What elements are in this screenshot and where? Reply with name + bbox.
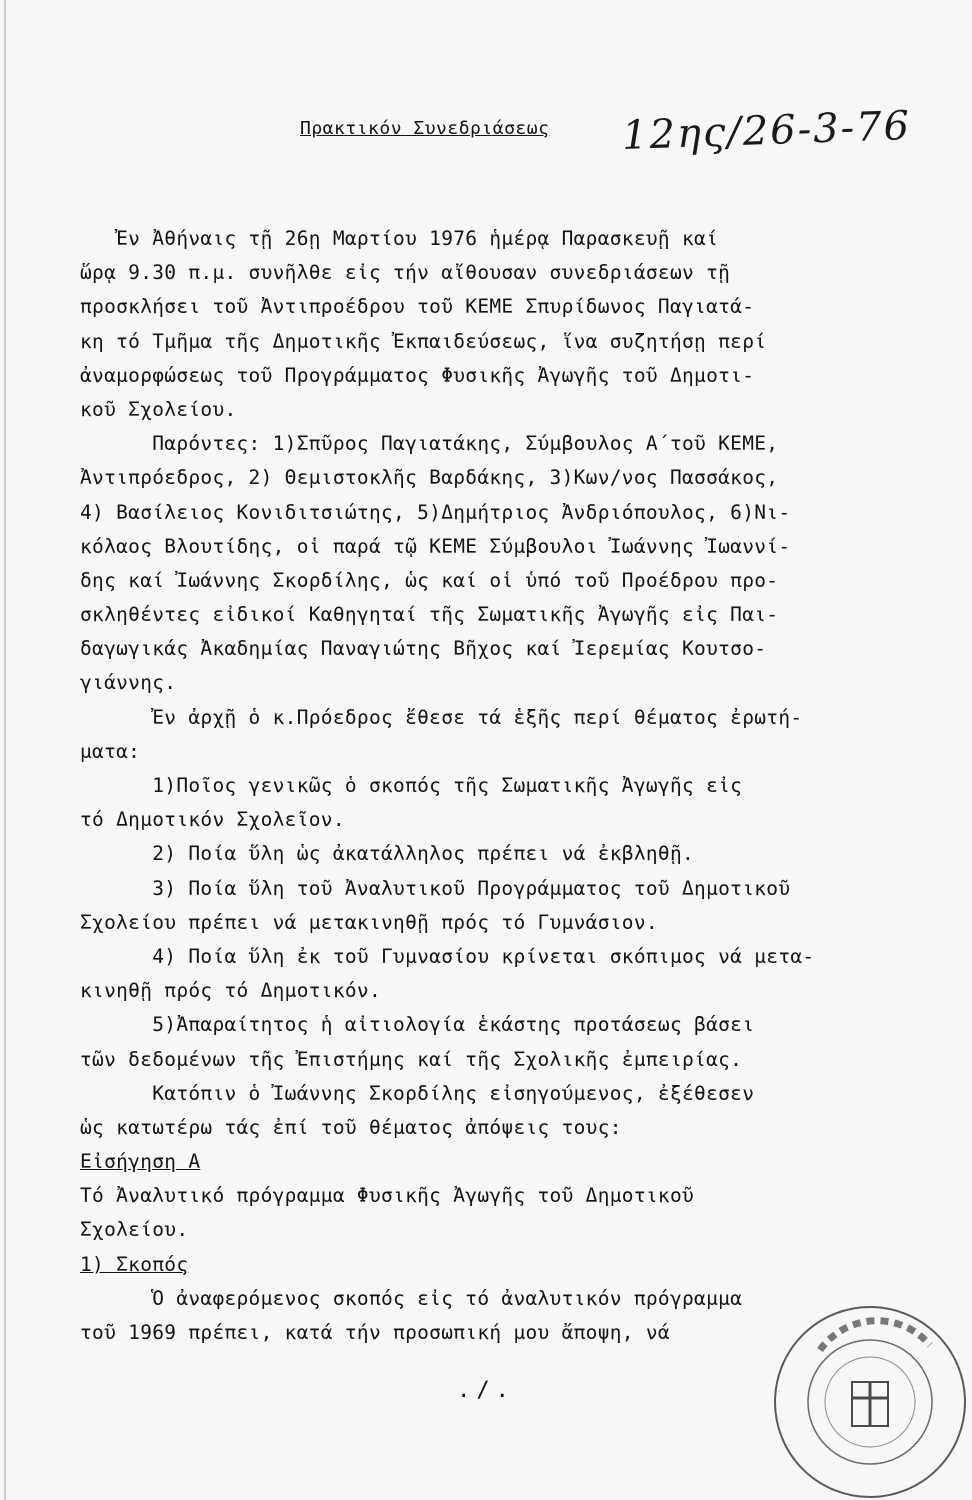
text-line: Ἐν ἀρχῇ ὁ κ.Πρόεδρος ἔθεσε τά ἑξῆς περί θέματος ἐρωτή- [80,705,803,729]
text-line: Ἐν Ἀθήναις τῇ 26ῃ Μαρτίου 1976 ἡμέρᾳ Παρασκευῇ καί [80,227,719,250]
text-line: τό Δημοτικόν Σχολεῖον. [80,808,345,832]
text-line: τοῦ 1969 πρέπει, κατά τήν προσωπική μου ἄποψη, νά [80,1321,670,1344]
text-line: δης καί Ἰωάννης Σκορδίλης, ὡς καί οἱ ὑπό τοῦ Προέδρου προ- [80,568,779,592]
text-line: σκληθέντες εἰδικοί Καθηγηταί τῆς Σωματικῆς Ἀγωγῆς εἰς Παι- [80,603,779,627]
scan-edge [4,0,6,1500]
text-line: Τό Ἀναλυτικό πρόγραμμα Φυσικῆς Ἀγωγῆς τοῦ Δημοτικοῦ [80,1184,695,1208]
text-line: ἀναμορφώσεως τοῦ Προγράμματος Φυσικῆς Ἀγωγῆς τοῦ Δημοτι- [80,363,755,387]
text-line: ὥρᾳ 9.30 π.μ. συνῆλθε εἰς τήν αἴθουσαν συνεδριάσεων τῇ [80,261,731,285]
continuation-mark: ./. [457,1378,515,1403]
text-line: γιάννης. [80,671,177,695]
text-line: τῶν δεδομένων τῆς Ἐπιστήμης καί τῆς Σχολικῆς ἐμπειρίας. [80,1047,743,1071]
text-line: δαγωγικάς Ἀκαδημίας Παναγιώτης Βῆχος καί Ἰερεμίας Κουτσο- [80,637,767,661]
text-line: Σχολείου πρέπει νά μετακινηθῇ πρός τό Γυμνάσιον. [80,910,658,934]
text-line: κοῦ Σχολείου. [80,397,237,421]
text-line: Ἀντιπρόεδρος, 2) Θεμιστοκλῆς Βαρδάκης, 3)Κων/νος Πασσάκος, [80,466,779,490]
text-line: κινηθῇ πρός τό Δημοτικόν. [80,979,381,1003]
text-line: προσκλήσει τοῦ Ἀντιπροέδρου τοῦ ΚΕΜΕ Σπυρίδωνος Παγιατά- [80,295,755,319]
section-heading-skopos: 1) Σκοπός [80,1252,189,1276]
official-seal-stamp [760,1290,970,1500]
text-line: 4) Βασίλειος Κονιδιτσιώτης, 5)Δημήτριος Ἀνδριόπουλος, 6)Νι- [80,500,791,524]
document-title: Πρακτικόν Συνεδριάσεως [300,118,550,139]
handwritten-date: 12ης/26-3-76 [621,102,912,160]
text-line: ὡς κατωτέρω τάς ἐπί τοῦ θέματος ἀπόψεις τους: [80,1115,622,1139]
text-line: ματα: [80,739,141,763]
text-line: Ὁ ἀναφερόμενος σκοπός εἰς τό ἀναλυτικόν πρόγραμμα [80,1286,743,1310]
text-line: κόλαος Βλουτίδης, οἱ παρά τῷ ΚΕΜΕ Σύμβουλοι Ἰωάννης Ἰωαννί- [80,534,791,558]
document-body [80,222,900,1350]
text-line: 3) Ποία ὕλη τοῦ Ἀναλυτικοῦ Προγράμματος τοῦ Δημοτικοῦ [80,876,791,900]
text-line: κη τό Τμῆμα τῆς Δημοτικῆς Ἐκπαιδεύσεως, ἵνα συζητήσῃ περί [80,329,767,353]
section-heading-eisigisi-a: Εἰσήγηση Α [80,1150,201,1174]
text-line: 2) Ποία ὕλη ὡς ἀκατάλληλος πρέπει νά ἐκβληθῇ. [80,842,695,866]
text-line: Παρόντες: 1)Σπῦρος Παγιατάκης, Σύμβουλος Α΄τοῦ ΚΕΜΕ, [80,432,779,456]
text-line: 5)Ἀπαραίτητος ἡ αἰτιολογία ἑκάστης προτάσεως βάσει [80,1013,755,1037]
text-line: 1)Ποῖος γενικῶς ὁ σκοπός τῆς Σωματικῆς Ἀγωγῆς εἰς [80,774,743,797]
text-line: 4) Ποία ὕλη ἐκ τοῦ Γυμνασίου κρίνεται σκόπιμος νά μετα- [80,944,815,968]
text-line: Κατόπιν ὁ Ἰωάννης Σκορδίλης εἰσηγούμενος, ἐξέθεσεν [80,1081,755,1105]
text-line: Σχολείου. [80,1218,189,1242]
